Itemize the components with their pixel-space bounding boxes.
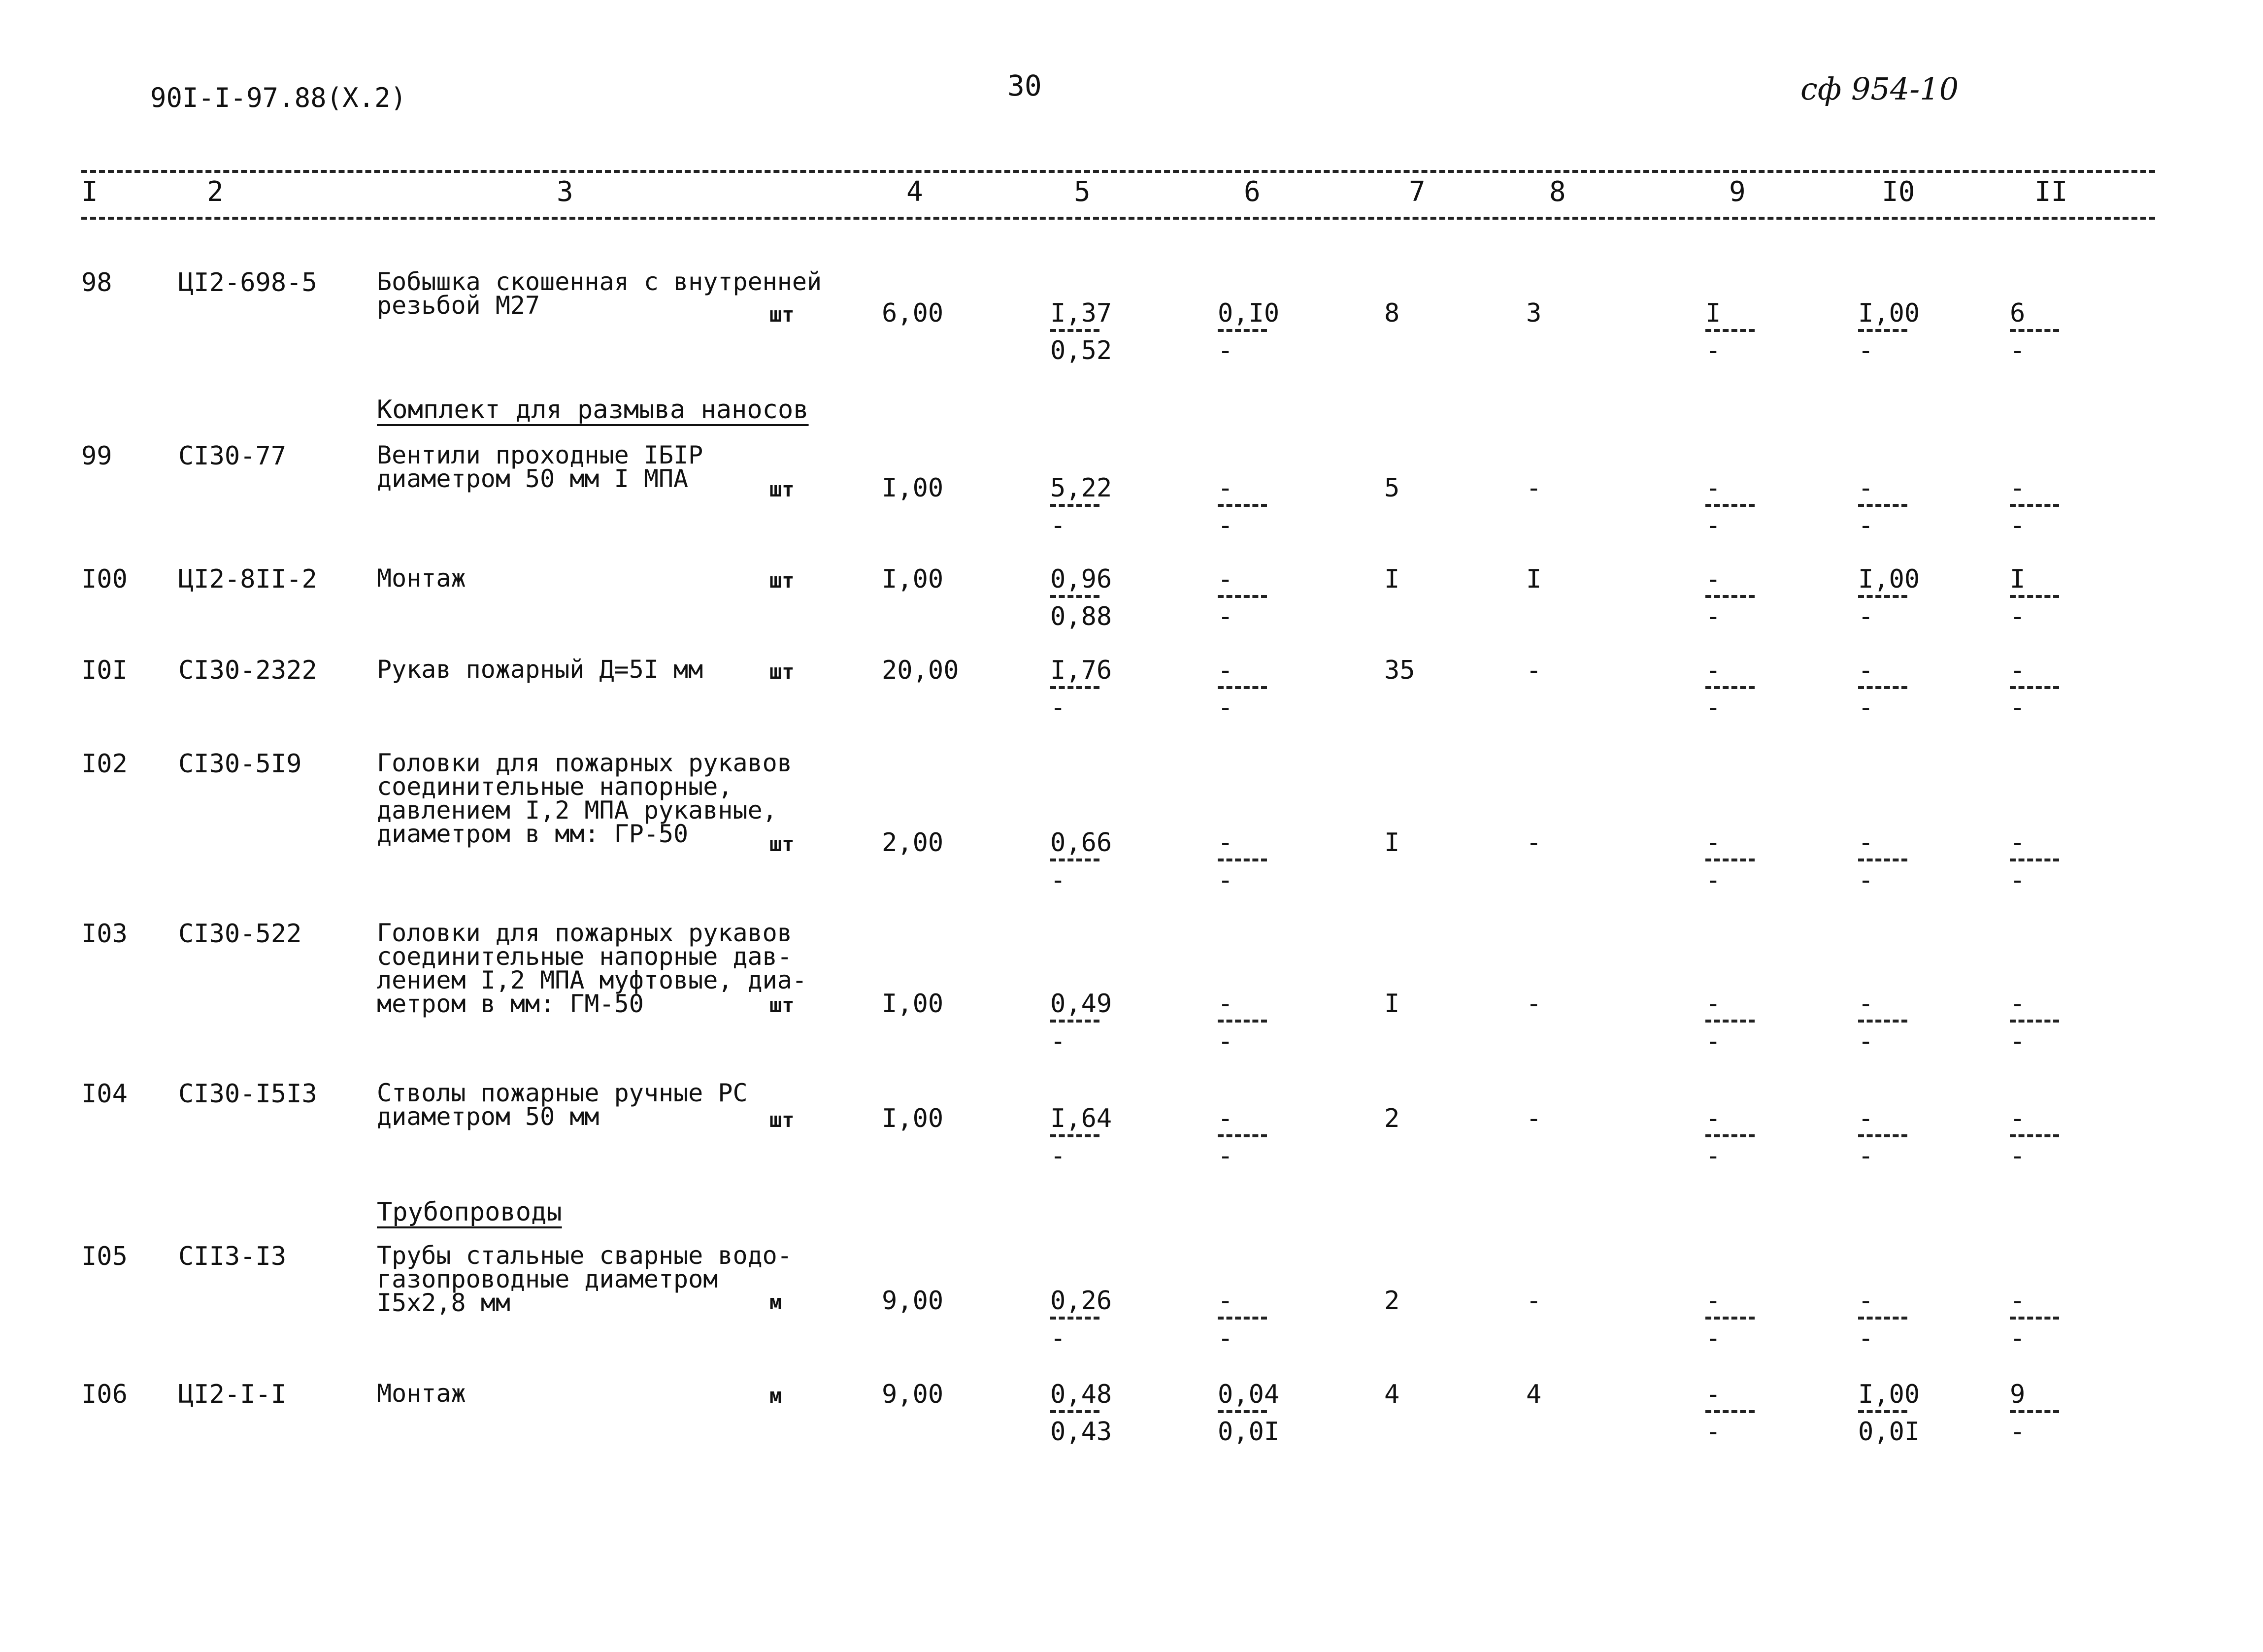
cell-c9-denominator: - (1705, 336, 1721, 365)
row-col7: 35 (1384, 656, 1415, 685)
fraction-bar (1858, 595, 1907, 598)
row-col8: - (1526, 989, 1542, 1019)
fraction-bar (1218, 859, 1267, 861)
cell-c10-denominator: - (1858, 1323, 1874, 1353)
cell-c9-numerator: - (1705, 564, 1721, 594)
cell-c10-fraction (1858, 830, 1907, 895)
fraction-bar (1705, 329, 1755, 332)
cell-c10-denominator: - (1858, 1141, 1874, 1171)
fraction-bar (1858, 329, 1907, 332)
fraction-bar (1218, 595, 1267, 598)
cell-c6-fraction (1218, 566, 1267, 631)
cell-c6-denominator: - (1218, 693, 1233, 723)
row-col7: 5 (1384, 473, 1400, 503)
cell-c9-numerator: I (1705, 298, 1721, 328)
fraction-bar (2010, 1410, 2059, 1413)
row-quantity: 9,00 (882, 1380, 944, 1409)
row-quantity: 9,00 (882, 1286, 944, 1316)
cell-c9-denominator: - (1705, 1417, 1721, 1447)
section-heading: Трубопроводы (377, 1197, 562, 1227)
cell-c9-numerator: - (1705, 989, 1721, 1019)
cell-c5-fraction (1050, 1288, 1112, 1353)
cell-c5-denominator: 0,88 (1050, 602, 1112, 631)
row-number: 99 (81, 441, 112, 471)
cell-c6-denominator: - (1218, 1026, 1233, 1056)
row-number: I0I (81, 656, 128, 685)
column-number-1: I (81, 176, 98, 208)
cell-c9-fraction (1705, 475, 1755, 540)
cell-c9-numerator: - (1705, 828, 1721, 858)
row-code: СI30-5I9 (178, 749, 302, 779)
cell-c9-fraction (1705, 658, 1755, 723)
fraction-bar (1050, 329, 1099, 332)
cell-c11-fraction (2010, 991, 2059, 1056)
row-unit: шт (769, 832, 795, 856)
row-code: ЦI2-698-5 (178, 268, 317, 297)
cell-c10-denominator: - (1858, 336, 1874, 365)
cell-c11-denominator: - (2010, 1417, 2026, 1447)
row-quantity: I,00 (882, 1104, 944, 1133)
cell-c11-fraction (2010, 1382, 2059, 1447)
fraction-bar (1218, 1134, 1267, 1137)
cell-c6-denominator: - (1218, 602, 1233, 631)
cell-c9-numerator: - (1705, 1380, 1721, 1409)
row-number: 98 (81, 268, 112, 297)
cell-c11-numerator: - (2010, 1104, 2026, 1133)
row-unit: шт (769, 1108, 795, 1132)
cell-c10-fraction (1858, 658, 1907, 723)
cell-c11-numerator: - (2010, 656, 2026, 685)
cell-c5-numerator: 0,48 (1050, 1380, 1112, 1409)
cell-c9-numerator: - (1705, 656, 1721, 685)
row-col8: - (1526, 473, 1542, 503)
cell-c6-numerator: 0,04 (1218, 1380, 1280, 1409)
column-number-4: 4 (906, 176, 923, 208)
cell-c9-denominator: - (1705, 511, 1721, 540)
row-unit: шт (769, 477, 795, 501)
cell-c10-numerator: - (1858, 1286, 1874, 1316)
cell-c5-fraction (1050, 475, 1112, 540)
document-code: 90I-I-97.88(X.2) (150, 82, 407, 113)
fraction-bar (2010, 859, 2059, 861)
row-code: ЦI2-8II-2 (178, 564, 317, 594)
cell-c6-fraction (1218, 658, 1267, 723)
fraction-bar (1705, 1134, 1755, 1137)
sheet-code: сф 954-10 (1800, 71, 1959, 107)
cell-c11-numerator: I (2010, 564, 2026, 594)
cell-c9-denominator: - (1705, 1141, 1721, 1171)
cell-c10-fraction (1858, 300, 1920, 365)
cell-c11-fraction (2010, 830, 2059, 895)
cell-c10-denominator: - (1858, 1026, 1874, 1056)
cell-c6-denominator: - (1218, 865, 1233, 895)
cell-c11-denominator: - (2010, 336, 2026, 365)
row-name: Стволы пожарные ручные РС диаметром 50 мм (377, 1079, 748, 1131)
row-quantity: 6,00 (882, 298, 944, 328)
column-number-11: II (2034, 176, 2068, 208)
row-quantity: I,00 (882, 989, 944, 1019)
row-col7: 8 (1384, 298, 1400, 328)
row-col8: - (1526, 656, 1542, 685)
cell-c9-fraction (1705, 300, 1755, 365)
cell-c11-numerator: 6 (2010, 298, 2026, 328)
cell-c5-fraction (1050, 830, 1112, 895)
row-col8: - (1526, 828, 1542, 858)
cell-c6-fraction (1218, 830, 1267, 895)
cell-c11-numerator: - (2010, 473, 2026, 503)
row-code: СI30-77 (178, 441, 287, 471)
cell-c11-fraction (2010, 475, 2059, 540)
cell-c10-numerator: - (1858, 656, 1874, 685)
cell-c10-fraction (1858, 475, 1907, 540)
cell-c5-numerator: 0,49 (1050, 989, 1112, 1019)
row-number: I00 (81, 564, 128, 594)
fraction-bar (2010, 1317, 2059, 1320)
cell-c11-fraction (2010, 566, 2059, 631)
cell-c6-denominator: - (1218, 1323, 1233, 1353)
cell-c5-fraction (1050, 1382, 1112, 1447)
row-col8: I (1526, 564, 1542, 594)
cell-c5-numerator: I,76 (1050, 656, 1112, 685)
cell-c11-numerator: - (2010, 1286, 2026, 1316)
cell-c10-numerator: - (1858, 1104, 1874, 1133)
cell-c10-numerator: I,00 (1858, 1380, 1920, 1409)
cell-c5-fraction (1050, 658, 1112, 723)
fraction-bar (1050, 1134, 1099, 1137)
cell-c6-denominator: - (1218, 511, 1233, 540)
fraction-bar (2010, 686, 2059, 689)
cell-c6-numerator: - (1218, 989, 1233, 1019)
cell-c10-numerator: - (1858, 473, 1874, 503)
cell-c9-fraction (1705, 1382, 1755, 1447)
cell-c6-fraction (1218, 991, 1267, 1056)
cell-c11-denominator: - (2010, 511, 2026, 540)
cell-c11-numerator: 9 (2010, 1380, 2026, 1409)
cell-c6-fraction (1218, 475, 1267, 540)
fraction-bar (1705, 1410, 1755, 1413)
fraction-bar (1858, 686, 1907, 689)
fraction-bar (1050, 1020, 1099, 1023)
cell-c9-fraction (1705, 991, 1755, 1056)
cell-c9-denominator: - (1705, 693, 1721, 723)
fraction-bar (1705, 686, 1755, 689)
row-name: Рукав пожарный Д=5I мм (377, 655, 703, 684)
cell-c10-denominator: - (1858, 511, 1874, 540)
cell-c6-numerator: - (1218, 1104, 1233, 1133)
cell-c6-denominator: - (1218, 1141, 1233, 1171)
cell-c6-denominator: 0,0I (1218, 1417, 1280, 1447)
cell-c10-fraction (1858, 566, 1920, 631)
cell-c11-fraction (2010, 300, 2059, 365)
row-col7: I (1384, 828, 1400, 858)
fraction-bar (1858, 1020, 1907, 1023)
cell-c10-fraction (1858, 991, 1907, 1056)
cell-c10-denominator: - (1858, 693, 1874, 723)
row-name: Монтаж (377, 564, 466, 593)
fraction-bar (2010, 329, 2059, 332)
cell-c9-fraction (1705, 1106, 1755, 1171)
cell-c6-fraction (1218, 1106, 1267, 1171)
cell-c6-numerator: - (1218, 828, 1233, 858)
cell-c11-denominator: - (2010, 1026, 2026, 1056)
row-code: СII3-I3 (178, 1242, 287, 1271)
fraction-bar (1050, 686, 1099, 689)
cell-c6-numerator: 0,I0 (1218, 298, 1280, 328)
cell-c10-fraction (1858, 1288, 1907, 1353)
row-number: I06 (81, 1380, 128, 1409)
page-number: 30 (1007, 69, 1042, 102)
column-number-8: 8 (1549, 176, 1566, 208)
column-number-5: 5 (1074, 176, 1091, 208)
column-number-6: 6 (1244, 176, 1261, 208)
cell-c10-numerator: I,00 (1858, 564, 1920, 594)
row-col7: I (1384, 564, 1400, 594)
column-number-3: 3 (557, 176, 573, 208)
cell-c11-fraction (2010, 658, 2059, 723)
row-col8: 3 (1526, 298, 1542, 328)
fraction-bar (1705, 504, 1755, 507)
fraction-bar (1050, 1410, 1099, 1413)
row-number: I05 (81, 1242, 128, 1271)
cell-c5-denominator: - (1050, 1026, 1066, 1056)
cell-c9-fraction (1705, 1288, 1755, 1353)
row-unit: шт (769, 993, 795, 1017)
column-number-7: 7 (1409, 176, 1426, 208)
cell-c5-denominator: 0,43 (1050, 1417, 1112, 1447)
cell-c6-numerator: - (1218, 656, 1233, 685)
cell-c11-fraction (2010, 1106, 2059, 1171)
row-code: ЦI2-I-I (178, 1380, 287, 1409)
cell-c9-fraction (1705, 566, 1755, 631)
cell-c5-denominator: - (1050, 1141, 1066, 1171)
row-name: Трубы стальные сварные водо- газопроводные диаметром I5х2,8 мм (377, 1241, 792, 1317)
section-heading: Комплект для размыва наносов (377, 395, 809, 425)
cell-c11-denominator: - (2010, 602, 2026, 631)
fraction-bar (2010, 1020, 2059, 1023)
cell-c6-numerator: - (1218, 564, 1233, 594)
cell-c5-denominator: - (1050, 1323, 1066, 1353)
cell-c9-fraction (1705, 830, 1755, 895)
cell-c11-numerator: - (2010, 828, 2026, 858)
cell-c10-numerator: - (1858, 989, 1874, 1019)
row-col8: - (1526, 1286, 1542, 1316)
row-col8: 4 (1526, 1380, 1542, 1409)
row-col7: I (1384, 989, 1400, 1019)
fraction-bar (2010, 1134, 2059, 1137)
row-unit: шт (769, 568, 795, 593)
column-number-10: I0 (1882, 176, 1915, 208)
fraction-bar (1050, 859, 1099, 861)
cell-c9-numerator: - (1705, 1286, 1721, 1316)
cell-c5-numerator: I,37 (1050, 298, 1112, 328)
fraction-bar (1050, 1317, 1099, 1320)
column-number-9: 9 (1729, 176, 1746, 208)
cell-c6-denominator: - (1218, 336, 1233, 365)
cell-c11-denominator: - (2010, 1141, 2026, 1171)
row-col8: - (1526, 1104, 1542, 1133)
fraction-bar (1218, 1020, 1267, 1023)
fraction-bar (1218, 1317, 1267, 1320)
cell-c5-denominator: - (1050, 511, 1066, 540)
cell-c9-denominator: - (1705, 865, 1721, 895)
cell-c10-numerator: - (1858, 828, 1874, 858)
row-col7: 2 (1384, 1286, 1400, 1316)
row-unit: м (769, 1290, 782, 1314)
row-code: СI30-2322 (178, 656, 317, 685)
cell-c10-fraction (1858, 1106, 1907, 1171)
cell-c10-fraction (1858, 1382, 1920, 1447)
row-name: Головки для пожарных рукавов соединительные напорные, давлением I,2 МПА рукавные, диаметром в мм: ГР-50 (377, 749, 792, 848)
cell-c9-numerator: - (1705, 473, 1721, 503)
cell-c5-numerator: 5,22 (1050, 473, 1112, 503)
fraction-bar (1705, 1020, 1755, 1023)
row-number: I02 (81, 749, 128, 779)
cell-c6-numerator: - (1218, 1286, 1233, 1316)
column-number-2: 2 (207, 176, 224, 208)
cell-c11-denominator: - (2010, 865, 2026, 895)
row-code: СI30-I5I3 (178, 1079, 317, 1109)
cell-c10-denominator: - (1858, 602, 1874, 631)
cell-c10-denominator: 0,0I (1858, 1417, 1920, 1447)
cell-c5-fraction (1050, 991, 1112, 1056)
fraction-bar (1705, 859, 1755, 861)
header-top-rule (81, 170, 2155, 173)
cell-c5-numerator: I,64 (1050, 1104, 1112, 1133)
fraction-bar (1050, 504, 1099, 507)
cell-c11-denominator: - (2010, 693, 2026, 723)
row-name: Монтаж (377, 1379, 466, 1408)
fraction-bar (1218, 504, 1267, 507)
cell-c10-denominator: - (1858, 865, 1874, 895)
cell-c6-fraction (1218, 1382, 1279, 1447)
cell-c11-denominator: - (2010, 1323, 2026, 1353)
cell-c9-denominator: - (1705, 1323, 1721, 1353)
row-col7: 2 (1384, 1104, 1400, 1133)
cell-c11-fraction (2010, 1288, 2059, 1353)
cell-c5-fraction (1050, 566, 1112, 631)
row-col7: 4 (1384, 1380, 1400, 1409)
cell-c10-numerator: I,00 (1858, 298, 1920, 328)
fraction-bar (1218, 686, 1267, 689)
row-unit: шт (769, 660, 795, 684)
row-quantity: 20,00 (882, 656, 959, 685)
fraction-bar (1050, 595, 1099, 598)
fraction-bar (1858, 1134, 1907, 1137)
cell-c6-fraction (1218, 1288, 1267, 1353)
fraction-bar (1218, 1410, 1267, 1413)
header-bottom-rule (81, 217, 2155, 220)
fraction-bar (2010, 595, 2059, 598)
cell-c9-numerator: - (1705, 1104, 1721, 1133)
row-unit: м (769, 1384, 782, 1408)
fraction-bar (1858, 1410, 1907, 1413)
row-quantity: 2,00 (882, 828, 944, 858)
row-unit: шт (769, 302, 795, 327)
fraction-bar (1858, 859, 1907, 861)
row-number: I04 (81, 1079, 128, 1109)
cell-c5-numerator: 0,26 (1050, 1286, 1112, 1316)
cell-c6-fraction (1218, 300, 1279, 365)
cell-c9-denominator: - (1705, 1026, 1721, 1056)
row-number: I03 (81, 919, 128, 949)
fraction-bar (1858, 1317, 1907, 1320)
row-quantity: I,00 (882, 473, 944, 503)
cell-c9-denominator: - (1705, 602, 1721, 631)
fraction-bar (1705, 595, 1755, 598)
row-code: СI30-522 (178, 919, 302, 949)
row-quantity: I,00 (882, 564, 944, 594)
cell-c5-denominator: - (1050, 865, 1066, 895)
fraction-bar (1218, 329, 1267, 332)
row-name: Головки для пожарных рукавов соединительные напорные дав- лением I,2 МПА муфтовые, диа- метром в мм: ГМ-50 (377, 919, 807, 1018)
fraction-bar (1705, 1317, 1755, 1320)
row-name: Бобышка скошенная с внутренней резьбой М27 (377, 267, 822, 320)
cell-c5-denominator: 0,52 (1050, 336, 1112, 365)
cell-c5-numerator: 0,66 (1050, 828, 1112, 858)
fraction-bar (2010, 504, 2059, 507)
cell-c6-numerator: - (1218, 473, 1233, 503)
cell-c5-numerator: 0,96 (1050, 564, 1112, 594)
fraction-bar (1858, 504, 1907, 507)
cell-c5-denominator: - (1050, 693, 1066, 723)
cell-c5-fraction (1050, 1106, 1112, 1171)
cell-c5-fraction (1050, 300, 1112, 365)
row-name: Вентили проходные IБIР диаметром 50 мм I МПА (377, 441, 703, 493)
cell-c11-numerator: - (2010, 989, 2026, 1019)
